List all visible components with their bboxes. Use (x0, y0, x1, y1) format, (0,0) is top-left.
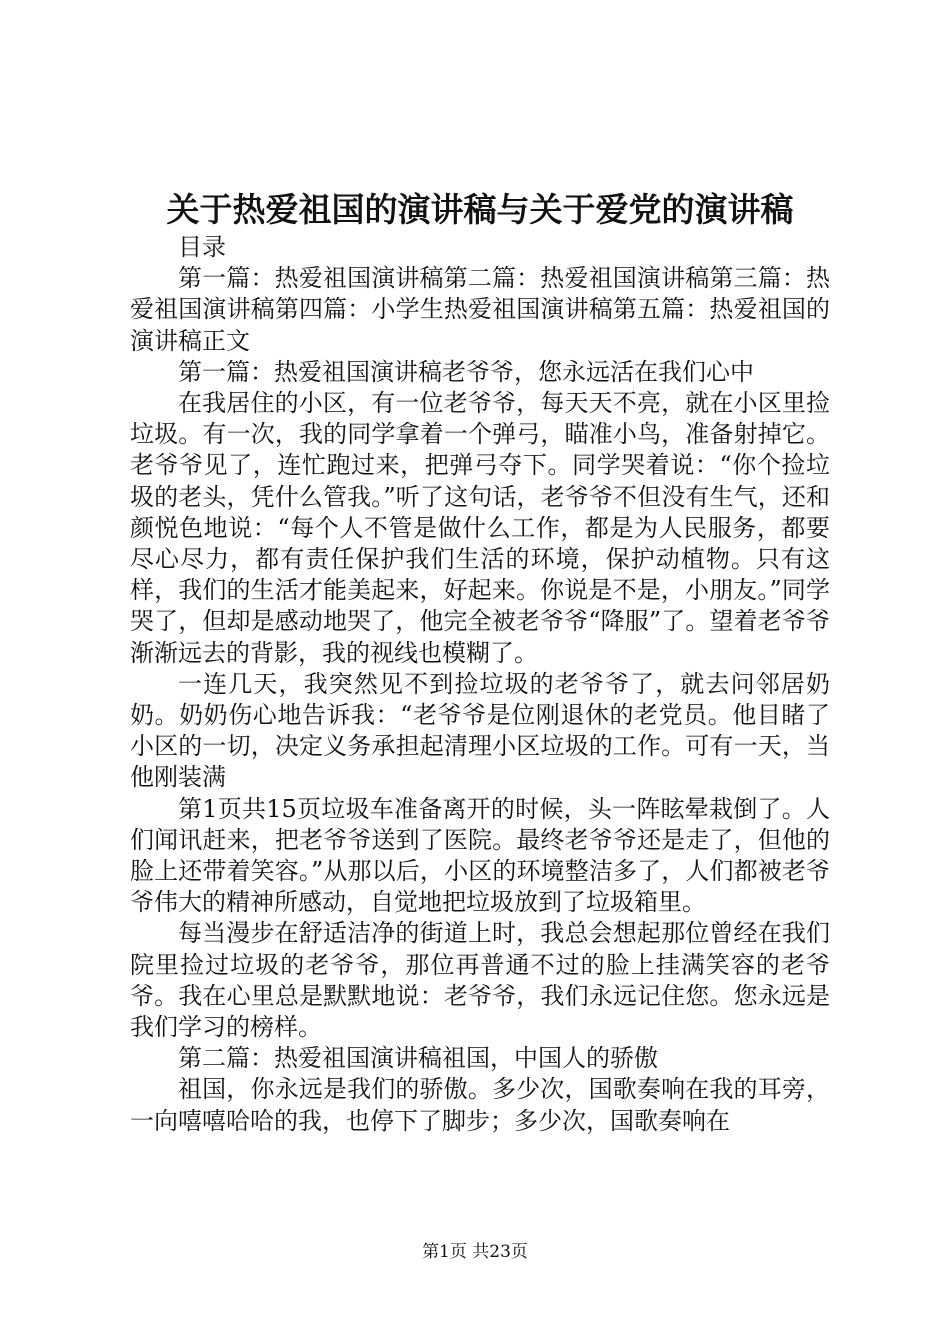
toc-list: 第一篇：热爱祖国演讲稿第二篇：热爱祖国演讲稿第三篇：热爱祖国演讲稿第四篇：小学生热爱祖国演讲稿第五篇：热爱祖国的演讲稿正文 (130, 264, 830, 355)
body-paragraph: 在我居住的小区，有一位老爷爷，每天天不亮，就在小区里捡垃圾。有一次，我的同学拿着一个弹弓，瞄准小鸟，准备射掉它。老爷爷见了，连忙跑过来，把弹弓夺下。同学哭着说：“你个捡垃圾的老头，凭什么管我。”听了这句话，老爷爷不但没有生气，还和颜悦色地说：“每个人不管是做什么工作，都是为人民服务，都要尽心尽力，都有责任保护我们生活的环境，保护动植物。只有这样，我们的生活才能美起来，好起来。你说是不是，小朋友。”同学哭了，但却是感动地哭了，他完全被老爷爷“降服”了。望着老爷爷渐渐远去的背影，我的视线也模糊了。 (130, 389, 830, 667)
page-footer: 第1页 共23页 (422, 1242, 528, 1262)
document-body (130, 232, 830, 1137)
body-paragraph: 每当漫步在舒适洁净的街道上时，我总会想起那位曾经在我们院里捡过垃圾的老爷爷，那位再普通不过的脸上挂满笑容的老爷爷。我在心里总是默默地说：老爷爷，我们永远记住您。您永远是我们学习的榜样。 (130, 919, 830, 1042)
section-heading-2: 第二篇：热爱祖国演讲稿祖国，中国人的骄傲 (178, 1044, 658, 1073)
document-title: 关于热爱祖国的演讲稿与关于爱党的演讲稿 (166, 190, 794, 229)
body-paragraph: 一连几天，我突然见不到捡垃圾的老爷爷了，就去问邻居奶奶。奶奶伤心地告诉我：“老爷爷是位刚退休的老党员。他目睹了小区的一切，决定义务承担起清理小区垃圾的工作。可有一天，当他刚装满 (130, 669, 830, 792)
body-paragraph: 第1页共15页垃圾车准备离开的时候，头一阵眩晕栽倒了。人们闻讯赶来，把老爷爷送到了医院。最终老爷爷还是走了，但他的脸上还带着笑容。”从那以后，小区的环境整洁多了，人们都被老爷爷伟大的精神所感动，自觉地把垃圾放到了垃圾箱里。 (130, 794, 830, 917)
body-paragraph: 祖国，你永远是我们的骄傲。多少次，国歌奏响在我的耳旁，一向嘻嘻哈哈的我，也停下了脚步；多少次，国歌奏响在 (130, 1075, 830, 1135)
toc-heading: 目录 (178, 233, 226, 261)
section-heading-1: 第一篇：热爱祖国演讲稿老爷爷，您永远活在我们心中 (178, 357, 754, 386)
